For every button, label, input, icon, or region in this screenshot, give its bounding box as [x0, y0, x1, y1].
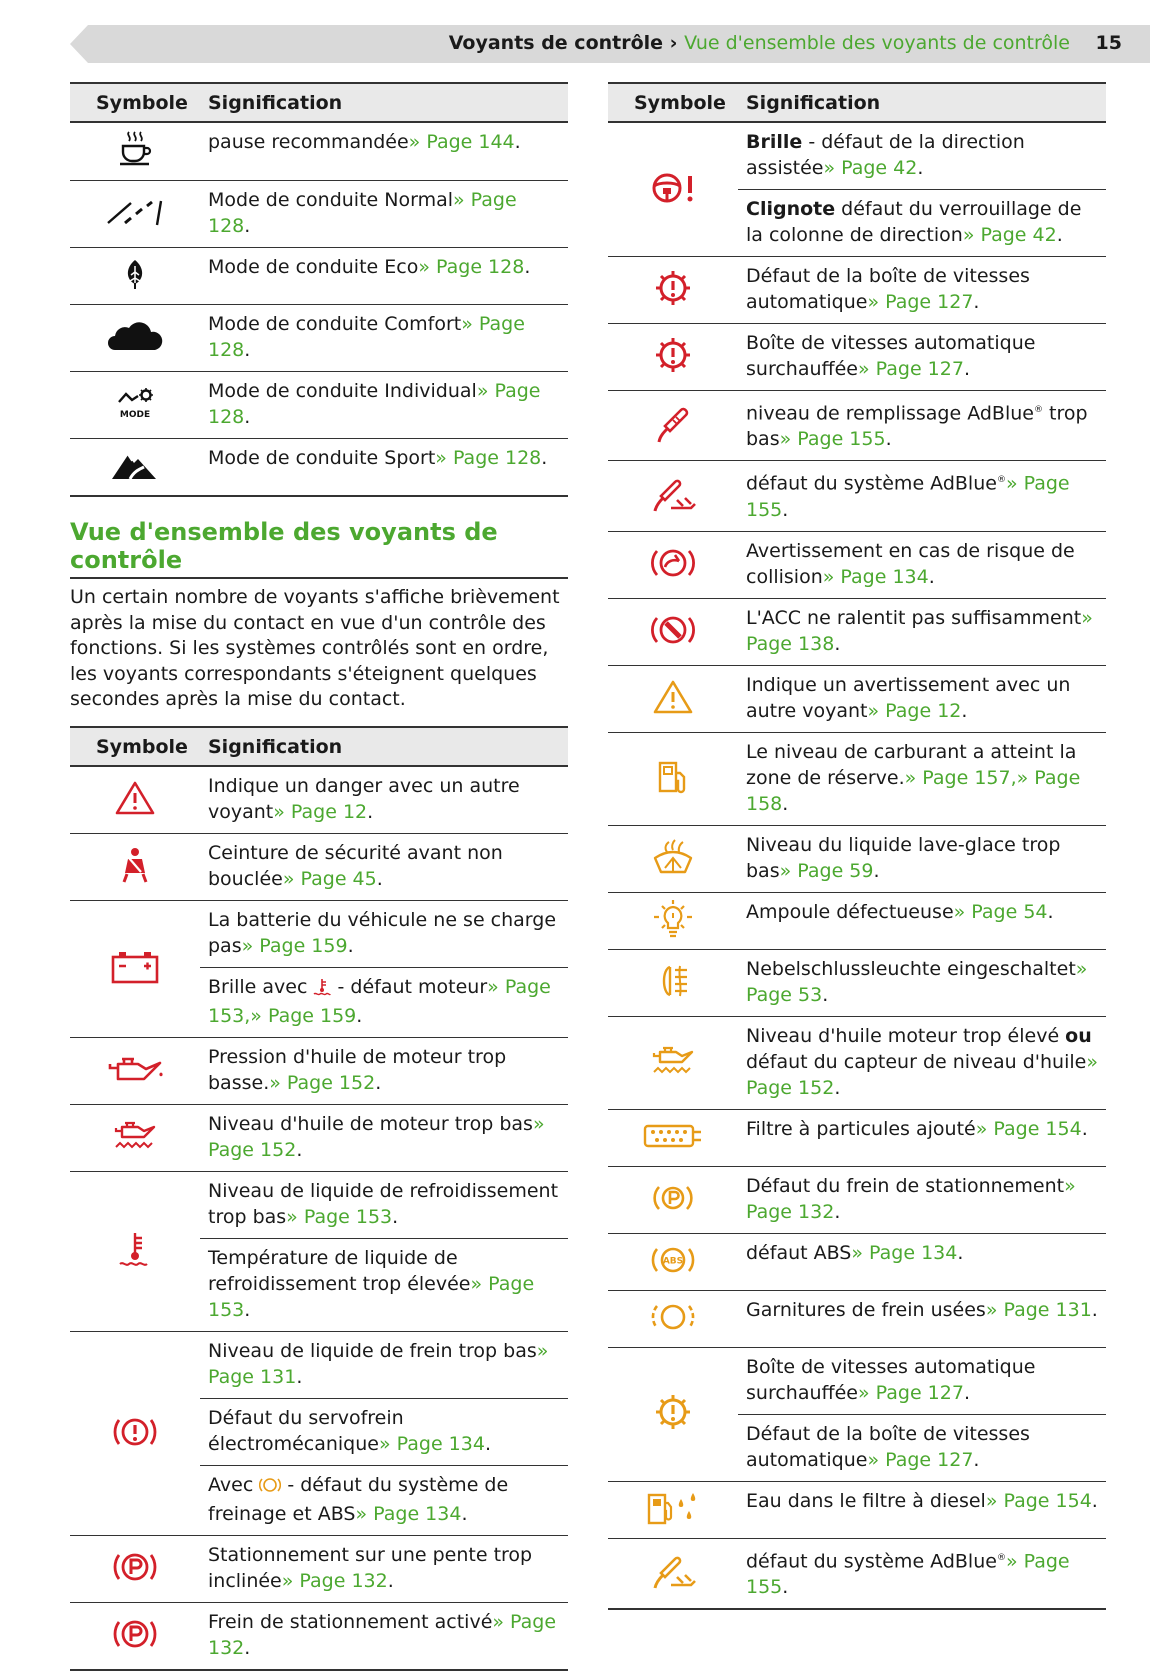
row-meaning: Défaut de la boîte de vitesses automatique» Page 127. [738, 257, 1106, 324]
row-meaning: Nebelschlussleuchte eingeschaltet» Page 53. [738, 949, 1106, 1016]
page-link[interactable]: » Page 153 [208, 1273, 535, 1321]
row-meaning: Niveau du liquide lave-glace trop bas» Page 59. [738, 825, 1106, 892]
row-meaning: Mode de conduite Individual» Page 128. [200, 371, 568, 438]
page-link[interactable]: » Page 152 [746, 1050, 1098, 1099]
row-meaning: Niveau de liquide de frein trop bas» Page 131. [200, 1332, 568, 1399]
row-meaning: Niveau d'huile moteur trop élevé ou défaut du capteur de niveau d'huile» Page 152. [738, 1016, 1106, 1109]
table-row [608, 324, 1106, 391]
parking-brake-yellow-icon [653, 1180, 693, 1216]
table-row [608, 825, 1106, 892]
table-row [70, 1172, 568, 1239]
washer-fluid-icon [651, 838, 695, 876]
mountain-road-icon [110, 449, 160, 481]
table-row [608, 1481, 1106, 1538]
water-in-diesel-icon [645, 1489, 701, 1527]
oil-can-icon [106, 1054, 164, 1084]
abs-icon [651, 1242, 695, 1278]
row-meaning: Mode de conduite Sport» Page 128. [200, 438, 568, 496]
coolant-icon [117, 1231, 153, 1269]
header-section-link[interactable]: Vue d'ensemble des voyants de contrôle [684, 32, 1070, 54]
adblue-fault-red-icon [649, 474, 697, 514]
row-meaning: Filtre à particules ajouté» Page 154. [738, 1109, 1106, 1166]
page-link[interactable]: » Page 42 [823, 157, 918, 179]
row-meaning: Boîte de vitesses automatique surchauffée» Page 127. [738, 1347, 1106, 1414]
page-link[interactable]: » Page 154 [975, 1117, 1082, 1140]
row-meaning: Boîte de vitesses automatique surchauffée» Page 127. [738, 324, 1106, 391]
page-link[interactable]: » Page 152 [269, 1072, 376, 1094]
gearbox-yellow-icon [653, 1392, 693, 1432]
page-number: 15 [1095, 32, 1122, 54]
page-link[interactable]: » Page 54 [953, 900, 1048, 923]
page-link[interactable]: » Page 12 [867, 699, 962, 722]
column-header-meaning: Signification [200, 83, 568, 122]
running-header [449, 32, 1070, 54]
row-meaning: Avertissement en cas de risque de collision» Page 134. [738, 531, 1106, 598]
table-row [70, 438, 568, 496]
table-row [70, 834, 568, 901]
row-meaning: Indique un avertissement avec un autre voyant» Page 12. [738, 665, 1106, 732]
table-row [70, 304, 568, 371]
row-meaning: Pression d'huile de moteur trop basse.» Page 152. [200, 1038, 568, 1105]
table-row [70, 901, 568, 968]
warning-lights-table-right [608, 82, 1106, 1610]
row-meaning: Ceinture de sécurité avant non bouclée» Page 45. [200, 834, 568, 901]
table-row [608, 1290, 1106, 1347]
table-row [70, 1038, 568, 1105]
page-link[interactable]: » Page 153 [286, 1206, 393, 1228]
table-row [70, 247, 568, 304]
page-link[interactable]: » Page 132 [746, 1174, 1076, 1223]
table-row [70, 122, 568, 180]
page-link[interactable]: » Page 128 [208, 312, 525, 361]
row-meaning: Eau dans le filtre à diesel» Page 154. [738, 1481, 1106, 1538]
page-link[interactable]: » Page 138 [746, 606, 1093, 655]
page-link[interactable]: » Page 128 [208, 188, 517, 237]
acc-warning-icon [651, 612, 695, 648]
table-row [70, 1105, 568, 1172]
row-meaning: Mode de conduite Eco» Page 128. [200, 247, 568, 304]
table-row [608, 1538, 1106, 1609]
particulate-filter-icon [641, 1120, 705, 1152]
table-row [608, 461, 1106, 531]
row-meaning: Avec - défaut du système de freinage et ABS» Page 134. [200, 1466, 568, 1536]
row-meaning: Défaut du frein de stationnement» Page 132. [738, 1166, 1106, 1233]
gearbox-red-icon [653, 335, 693, 375]
row-meaning: Mode de conduite Normal» Page 128. [200, 180, 568, 247]
row-meaning: Garnitures de frein usées» Page 131. [738, 1290, 1106, 1347]
page-link[interactable]: » Page 127 [857, 1381, 964, 1404]
table-row [608, 949, 1106, 1016]
table-row [70, 766, 568, 834]
column-header-meaning: Signification [738, 83, 1106, 122]
row-meaning: pause recommandée» Page 144. [200, 122, 568, 180]
row-meaning: défaut ABS» Page 134. [738, 1233, 1106, 1290]
warning-triangle-red-icon [115, 780, 155, 816]
table-row [608, 665, 1106, 732]
steering-wheel-warning-icon [649, 171, 697, 205]
row-meaning: défaut du système AdBlue®» Page 155. [738, 1538, 1106, 1609]
warning-lights-table-left [70, 726, 568, 1671]
table-row [70, 180, 568, 247]
table-row [608, 257, 1106, 324]
driving-mode-table [70, 82, 568, 497]
table-row [608, 1233, 1106, 1290]
page-link[interactable]: » Page 42 [962, 224, 1057, 246]
table-row [608, 598, 1106, 665]
oil-level-yellow-icon [650, 1044, 696, 1078]
column-header-symbol: Symbole [70, 83, 200, 122]
warning-triangle-yellow-icon [653, 679, 693, 715]
parking-brake-red-icon [112, 1547, 158, 1587]
page-link[interactable]: » Page 159 [241, 935, 348, 957]
battery-icon [111, 950, 159, 984]
row-meaning: Ampoule défectueuse» Page 54. [738, 892, 1106, 949]
row-meaning: La batterie du véhicule ne se charge pas» Page 159. [200, 901, 568, 968]
cloud-icon [107, 320, 163, 352]
oil-level-icon [112, 1119, 158, 1153]
page-link[interactable]: » Page 128 [208, 379, 541, 428]
page-link[interactable]: » Page 134 [378, 1433, 485, 1455]
adblue-fault-yellow-icon [649, 1551, 697, 1591]
table-row [608, 391, 1106, 461]
table-row [70, 1603, 568, 1671]
page-link[interactable]: » Page 154 [985, 1489, 1092, 1512]
row-meaning: Température de liquide de refroidissement trop élevée» Page 153. [200, 1239, 568, 1332]
page-link[interactable]: » Page 127 [857, 358, 964, 380]
page-link[interactable]: » Page 134 [355, 1503, 462, 1525]
page-link[interactable]: » Page 152 [208, 1113, 545, 1161]
leaf-icon [123, 258, 147, 290]
row-meaning: Niveau de liquide de refroidissement trop bas» Page 153. [200, 1172, 568, 1239]
row-meaning: Brille - défaut de la direction assistée» Page 42. [738, 122, 1106, 190]
adblue-red-icon [653, 404, 693, 444]
column-header-symbol: Symbole [608, 83, 738, 122]
table-row [608, 1109, 1106, 1166]
row-meaning: Défaut de la boîte de vitesses automatique» Page 127. [738, 1414, 1106, 1481]
rear-fog-light-icon [656, 963, 690, 999]
row-meaning: Clignote défaut du verrouillage de la colonne de direction» Page 42. [738, 190, 1106, 257]
fuel-pump-icon [656, 759, 690, 795]
brake-warning-icon [112, 1412, 158, 1452]
seatbelt-icon [120, 847, 150, 883]
row-meaning: Défaut du servofrein électromécanique» Page 134. [200, 1399, 568, 1466]
row-meaning: niveau de remplissage AdBlue® trop bas» Page 155. [738, 391, 1106, 461]
table-row [70, 1536, 568, 1603]
page-link[interactable]: » Page 131 [208, 1340, 549, 1388]
page-link[interactable]: » Page 155 [779, 428, 886, 451]
header-separator: › [663, 32, 685, 54]
column-header-meaning: Signification [200, 727, 568, 766]
page-link[interactable]: » Page 132 [281, 1570, 388, 1592]
table-row [608, 1016, 1106, 1109]
page-link[interactable]: » Page 128 [418, 255, 525, 278]
coolant-inline-icon [313, 977, 331, 1003]
page-link[interactable]: » Page 153,» Page 159 [208, 976, 551, 1027]
page-link[interactable]: » Page 155 [746, 1549, 1070, 1598]
page-link[interactable]: » Page 155 [746, 472, 1070, 521]
row-meaning: défaut du système AdBlue®» Page 155. [738, 461, 1106, 531]
table-row [608, 1347, 1106, 1414]
road-lanes-icon [105, 197, 165, 227]
page-link[interactable]: » Page 127 [867, 291, 974, 313]
page-link[interactable]: » Page 45 [282, 868, 377, 890]
page-link[interactable]: » Page 127 [867, 1448, 974, 1471]
gearbox-red-icon [653, 268, 693, 308]
column-header-symbol: Symbole [70, 727, 200, 766]
svg-text:ABS: ABS [662, 1256, 684, 1267]
abs-inline-icon [259, 1475, 281, 1501]
collision-warning-icon [651, 545, 695, 581]
table-row [70, 371, 568, 438]
row-meaning: Niveau d'huile de moteur trop bas» Page 152. [200, 1105, 568, 1172]
bulb-icon [651, 899, 695, 939]
page-link[interactable]: » Page 134 [851, 1241, 958, 1264]
table-row [608, 892, 1106, 949]
parking-brake-red-icon [112, 1614, 158, 1654]
section-title: Vue d'ensemble des voyants de contrôle [70, 518, 568, 579]
row-meaning: Le niveau de carburant a atteint la zone de réserve.» Page 157,» Page 158. [738, 732, 1106, 825]
row-meaning: L'ACC ne ralentit pas suffisamment» Page 138. [738, 598, 1106, 665]
header-chapter: Voyants de contrôle [448, 32, 664, 54]
row-meaning: Stationnement sur une pente trop inclinée» Page 132. [200, 1536, 568, 1603]
page-link[interactable]: » Page 53 [746, 957, 1088, 1006]
table-row [608, 531, 1106, 598]
row-meaning: Brille avec - défaut moteur» Page 153,» Page 159. [200, 968, 568, 1038]
page-link[interactable]: » Page 59 [779, 859, 874, 882]
page-link[interactable]: » Page 128 [435, 446, 542, 469]
row-meaning: Indique un danger avec un autre voyant» Page 12. [200, 766, 568, 834]
page-link[interactable]: » Page 12 [273, 801, 368, 823]
page-link[interactable]: » Page 144 [408, 131, 515, 153]
brake-pads-icon [651, 1299, 695, 1335]
table-row [608, 732, 1106, 825]
table-row [608, 122, 1106, 190]
page-link[interactable]: » Page 132 [208, 1611, 557, 1659]
page-link[interactable]: » Page 157,» Page 158 [746, 766, 1081, 815]
mode-label: MODE [119, 409, 151, 420]
page-link[interactable]: » Page 131 [985, 1298, 1092, 1321]
row-meaning: Frein de stationnement activé» Page 132. [200, 1603, 568, 1671]
table-row [70, 1332, 568, 1399]
mode-individual-icon [115, 386, 155, 420]
section-intro: Un certain nombre de voyants s'affiche brièvement après la mise du contact en vue d'un contrôle des fonctions. Si les systèmes contrôlés sont en ordre, les voyants correspondants s'éteignent quelques secondes après la mise du contact. [70, 586, 560, 710]
table-row [608, 1166, 1106, 1233]
row-meaning: Mode de conduite Comfort» Page 128. [200, 304, 568, 371]
coffee-cup-icon [118, 129, 152, 169]
page-link[interactable]: » Page 134 [822, 565, 929, 588]
